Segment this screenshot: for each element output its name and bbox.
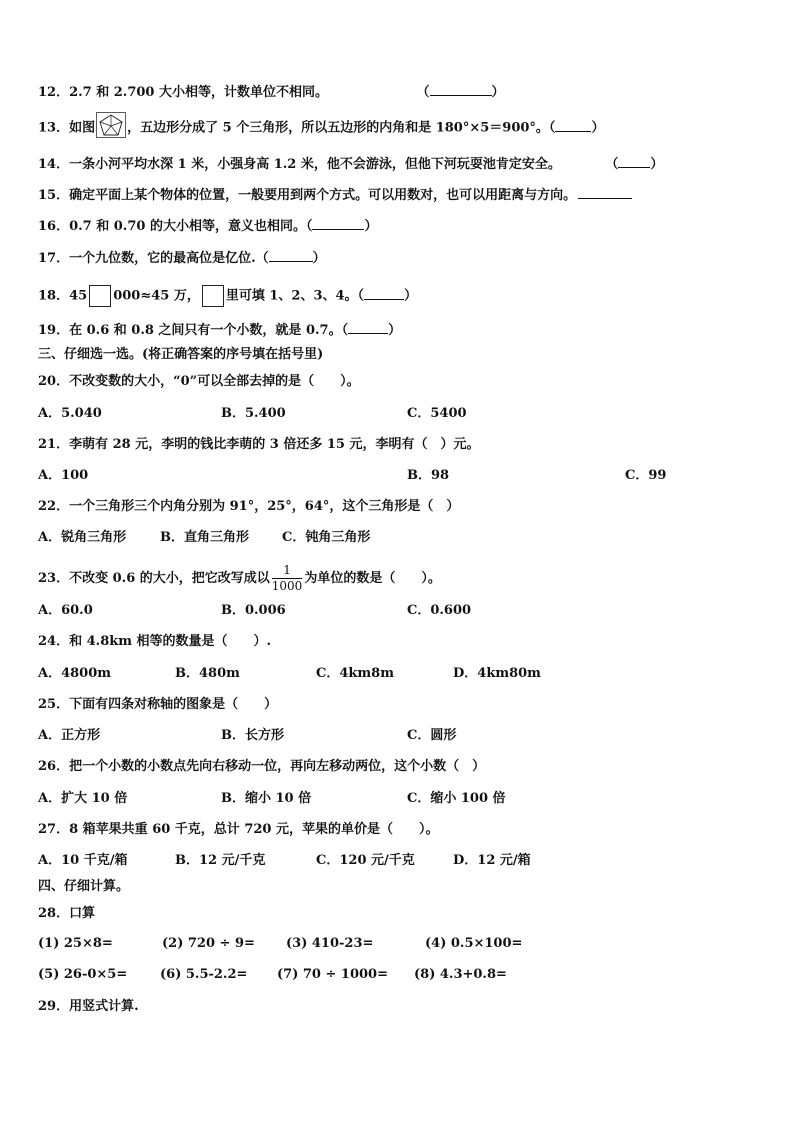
question-12-text: 12．2.7 和 2.700 大小相等，计数单位不相同。	[38, 85, 328, 100]
question-17-text: 17．一个九位数，它的最高位是亿位.（	[38, 251, 269, 266]
answer-blank-15[interactable]	[578, 186, 632, 199]
q25-option-a[interactable]: A．正方形	[38, 728, 101, 743]
question-12-paren-close: ）	[491, 85, 505, 100]
calc-item-8: (8) 4.3+0.8=	[414, 967, 507, 982]
question-17	[38, 249, 326, 268]
section-3-heading: 三、仔细选一选。(将正确答案的序号填在括号里)	[38, 347, 324, 362]
answer-blank-12[interactable]	[430, 83, 492, 96]
question-19-text: 19．在 0.6 和 0.8 之间只有一个小数，就是 0.7。（	[38, 323, 349, 338]
q25-option-b[interactable]: B．长方形	[221, 728, 284, 743]
question-22: 22．一个三角形三个内角分别为 91°，25°，64°，这个三角形是（ ）	[38, 499, 460, 514]
answer-blank-13[interactable]	[555, 119, 591, 132]
q21-option-c[interactable]: C．99	[625, 468, 667, 483]
q23-option-b[interactable]: B．0.006	[221, 603, 286, 618]
question-14-text: 14．一条小河平均水深 1 米，小强身高 1.2 米，他不会游泳，但他下河玩耍池肯定安全。	[38, 157, 561, 172]
question-19-close: ）	[388, 323, 402, 338]
question-28-title: 28．口算	[38, 906, 96, 921]
question-12	[38, 83, 505, 102]
q20-option-b[interactable]: B．5.400	[221, 406, 286, 421]
q24-option-c[interactable]: C．4km8m	[316, 666, 394, 681]
question-17-close: ）	[312, 251, 326, 266]
question-23	[38, 563, 441, 594]
calc-item-4: (4) 0.5×100=	[425, 936, 523, 951]
q24-option-b[interactable]: B．480m	[175, 666, 240, 681]
q27-option-a[interactable]: A．10 千克/箱	[38, 853, 128, 868]
question-27: 27．8 箱苹果共重 60 千克，总计 720 元，苹果的单价是（ ）。	[38, 822, 439, 837]
q27-option-d[interactable]: D．12 元/箱	[453, 853, 531, 868]
fraction-one-thousandth	[272, 563, 303, 594]
question-16-close: ）	[364, 219, 378, 234]
fraction-denominator: 1000	[271, 579, 303, 593]
q20-option-c[interactable]: C．5400	[407, 406, 467, 421]
q22-option-a[interactable]: A．锐角三角形	[38, 530, 127, 545]
question-13-close: ）	[591, 120, 605, 136]
question-18-mid: 000≈45 万，	[113, 288, 200, 304]
question-15-text: 15．确定平面上某个物体的位置，一般要用到两个方式。可以用数对，也可以用距离与方向。	[38, 188, 577, 203]
calc-item-7: (7) 70 ÷ 1000=	[277, 967, 388, 982]
question-26: 26．把一个小数的小数点先向右移动一位，再向左移动两位，这个小数（ ）	[38, 759, 486, 774]
calc-item-3: (3) 410-23=	[286, 936, 374, 951]
section-4-heading: 四、仔细计算。	[38, 879, 130, 894]
answer-blank-18[interactable]	[364, 287, 404, 300]
q23-option-c[interactable]: C．0.600	[407, 603, 472, 618]
question-18-post: 里可填 1、2、3、4。（	[225, 288, 365, 304]
question-14-paren-open: （	[605, 157, 619, 172]
q21-option-a[interactable]: A．100	[38, 468, 89, 483]
q24-option-a[interactable]: A．4800m	[38, 666, 112, 681]
question-18-close: ）	[404, 288, 418, 304]
q27-option-b[interactable]: B．12 元/千克	[175, 853, 266, 868]
q22-option-c[interactable]: C．钝角三角形	[282, 530, 371, 545]
question-23-pre: 23．不改变 0.6 的大小，把它改写成以	[38, 571, 270, 586]
question-16-text: 16．0.7 和 0.70 的大小相等，意义也相同。（	[38, 219, 313, 234]
question-18-pre: 18．45	[38, 288, 88, 304]
question-13	[38, 118, 604, 138]
question-13-post: ，五边形分成了 5 个三角形，所以五边形的内角和是 180°×5＝900°。（	[127, 120, 556, 136]
question-16	[38, 217, 377, 236]
answer-blank-17[interactable]	[269, 249, 313, 262]
q23-option-a[interactable]: A．60.0	[38, 603, 93, 618]
question-21: 21．李萌有 28 元，李明的钱比李萌的 3 倍还多 15 元，李明有（ ）元。	[38, 437, 480, 452]
q21-option-b[interactable]: B．98	[407, 468, 450, 483]
fraction-numerator: 1	[272, 563, 303, 579]
question-13-pre: 13．如图	[38, 120, 96, 136]
question-25: 25．下面有四条对称轴的图象是（ ）	[38, 697, 278, 712]
pentagon-figure-icon	[96, 112, 126, 138]
q26-option-a[interactable]: A．扩大 10 倍	[38, 791, 128, 806]
q26-option-c[interactable]: C．缩小 100 倍	[407, 791, 506, 806]
question-20: 20．不改变数的大小，“0”可以全部去掉的是（ ）。	[38, 374, 360, 389]
calc-item-2: (2) 720 ÷ 9=	[162, 936, 255, 951]
answer-blank-19[interactable]	[348, 321, 388, 334]
calc-item-5: (5) 26-0×5=	[38, 967, 128, 982]
question-14	[38, 155, 663, 174]
answer-blank-16[interactable]	[312, 217, 364, 230]
question-12-paren-open: （	[416, 85, 430, 100]
question-29-title: 29．用竖式计算.	[38, 999, 139, 1014]
q22-option-b[interactable]: B．直角三角形	[160, 530, 249, 545]
question-24: 24．和 4.8km 相等的数量是（ ）.	[38, 634, 272, 649]
question-18	[38, 285, 417, 307]
q25-option-c[interactable]: C．圆形	[407, 728, 457, 743]
q20-option-a[interactable]: A．5.040	[38, 406, 102, 421]
question-23-post: 为单位的数是（ ）。	[304, 571, 441, 586]
q27-option-c[interactable]: C．120 元/千克	[316, 853, 415, 868]
question-19	[38, 321, 401, 340]
digit-box-2[interactable]	[202, 285, 224, 307]
q26-option-b[interactable]: B．缩小 10 倍	[221, 791, 312, 806]
question-15	[38, 186, 632, 205]
calc-item-6: (6) 5.5-2.2=	[160, 967, 248, 982]
question-14-paren-close: ）	[650, 157, 664, 172]
calc-item-1: (1) 25×8=	[38, 936, 113, 951]
q24-option-d[interactable]: D．4km80m	[453, 666, 541, 681]
answer-blank-14[interactable]	[618, 155, 650, 168]
digit-box-1[interactable]	[89, 285, 111, 307]
